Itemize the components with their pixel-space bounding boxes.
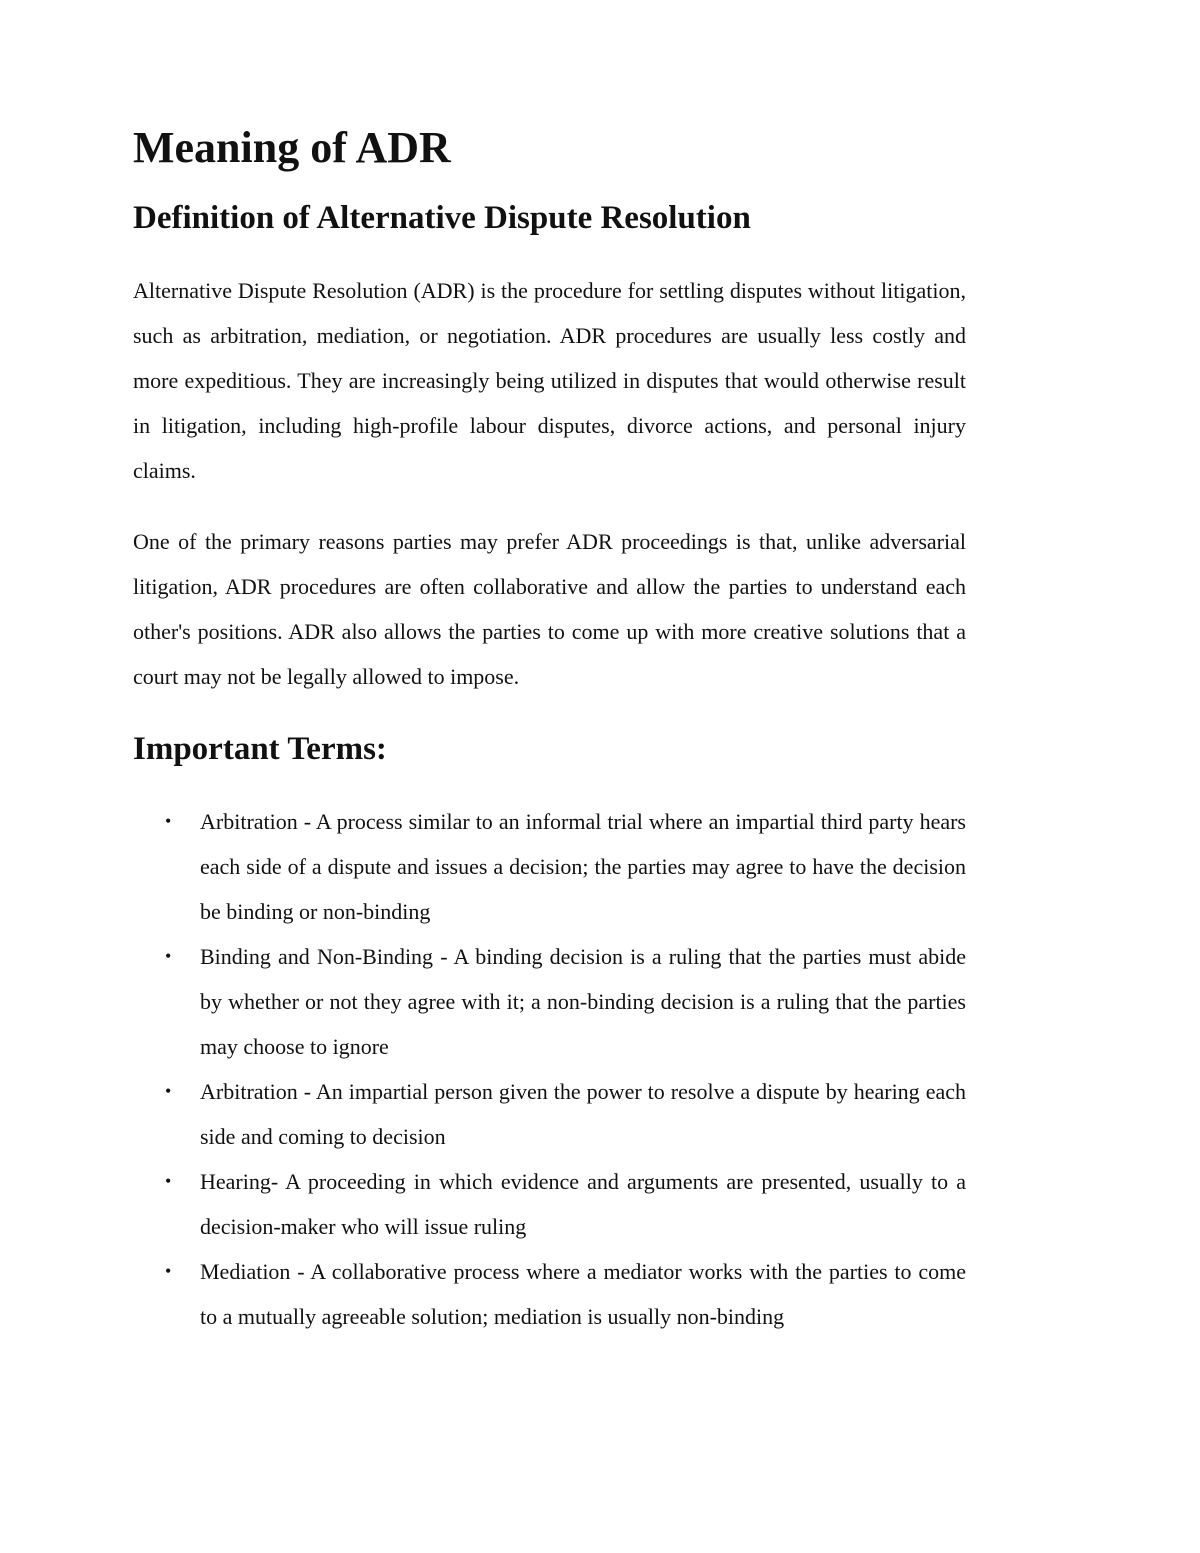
section-heading-terms: Important Terms:: [133, 731, 387, 767]
term-text: Arbitration - An impartial person given the power to resolve a dispute by hearing each side and coming to decision: [200, 1079, 966, 1149]
list-item: [133, 1159, 966, 1249]
terms-list: [133, 799, 966, 1339]
paragraph-definition: Alternative Dispute Resolution (ADR) is the procedure for settling disputes without litigation, such as arbitration, mediation, or negotiation. ADR procedures are usually less costly and more expeditious. They are increasingly being utilized in disputes that would otherwise result in litigation, including high-profile labour disputes, divorce actions, and personal injury claims.: [133, 278, 966, 483]
document-page: [133, 123, 966, 1339]
bullet-icon: •: [165, 946, 172, 966]
list-item: [133, 1249, 966, 1339]
bullet-icon: •: [165, 1171, 172, 1191]
bullet-icon: •: [165, 811, 172, 831]
term-text: Mediation - A collaborative process where a mediator works with the parties to come to a mutually agreeable solution; mediation is usually non-binding: [200, 1259, 966, 1329]
document-title: Meaning of ADR: [133, 123, 451, 172]
section-heading-definition: Definition of Alternative Dispute Resolution: [133, 200, 751, 236]
bullet-icon: •: [165, 1261, 172, 1281]
paragraph-reasons: One of the primary reasons parties may prefer ADR proceedings is that, unlike adversarial litigation, ADR procedures are often collaborative and allow the parties to understand each other's positions. ADR also allows the parties to come up with more creative solutions that a court may not be legally allowed to impose.: [133, 529, 966, 689]
list-item: [133, 799, 966, 934]
bullet-icon: •: [165, 1081, 172, 1101]
list-item: [133, 934, 966, 1069]
term-text: Hearing- A proceeding in which evidence and arguments are presented, usually to a decision-maker who will issue ruling: [200, 1169, 966, 1239]
list-item: [133, 1069, 966, 1159]
term-text: Arbitration - A process similar to an informal trial where an impartial third party hears each side of a dispute and issues a decision; the parties may agree to have the decision be binding or non-binding: [200, 809, 966, 924]
term-text: Binding and Non-Binding - A binding decision is a ruling that the parties must abide by whether or not they agree with it; a non-binding decision is a ruling that the parties may choose to ignore: [200, 944, 966, 1059]
